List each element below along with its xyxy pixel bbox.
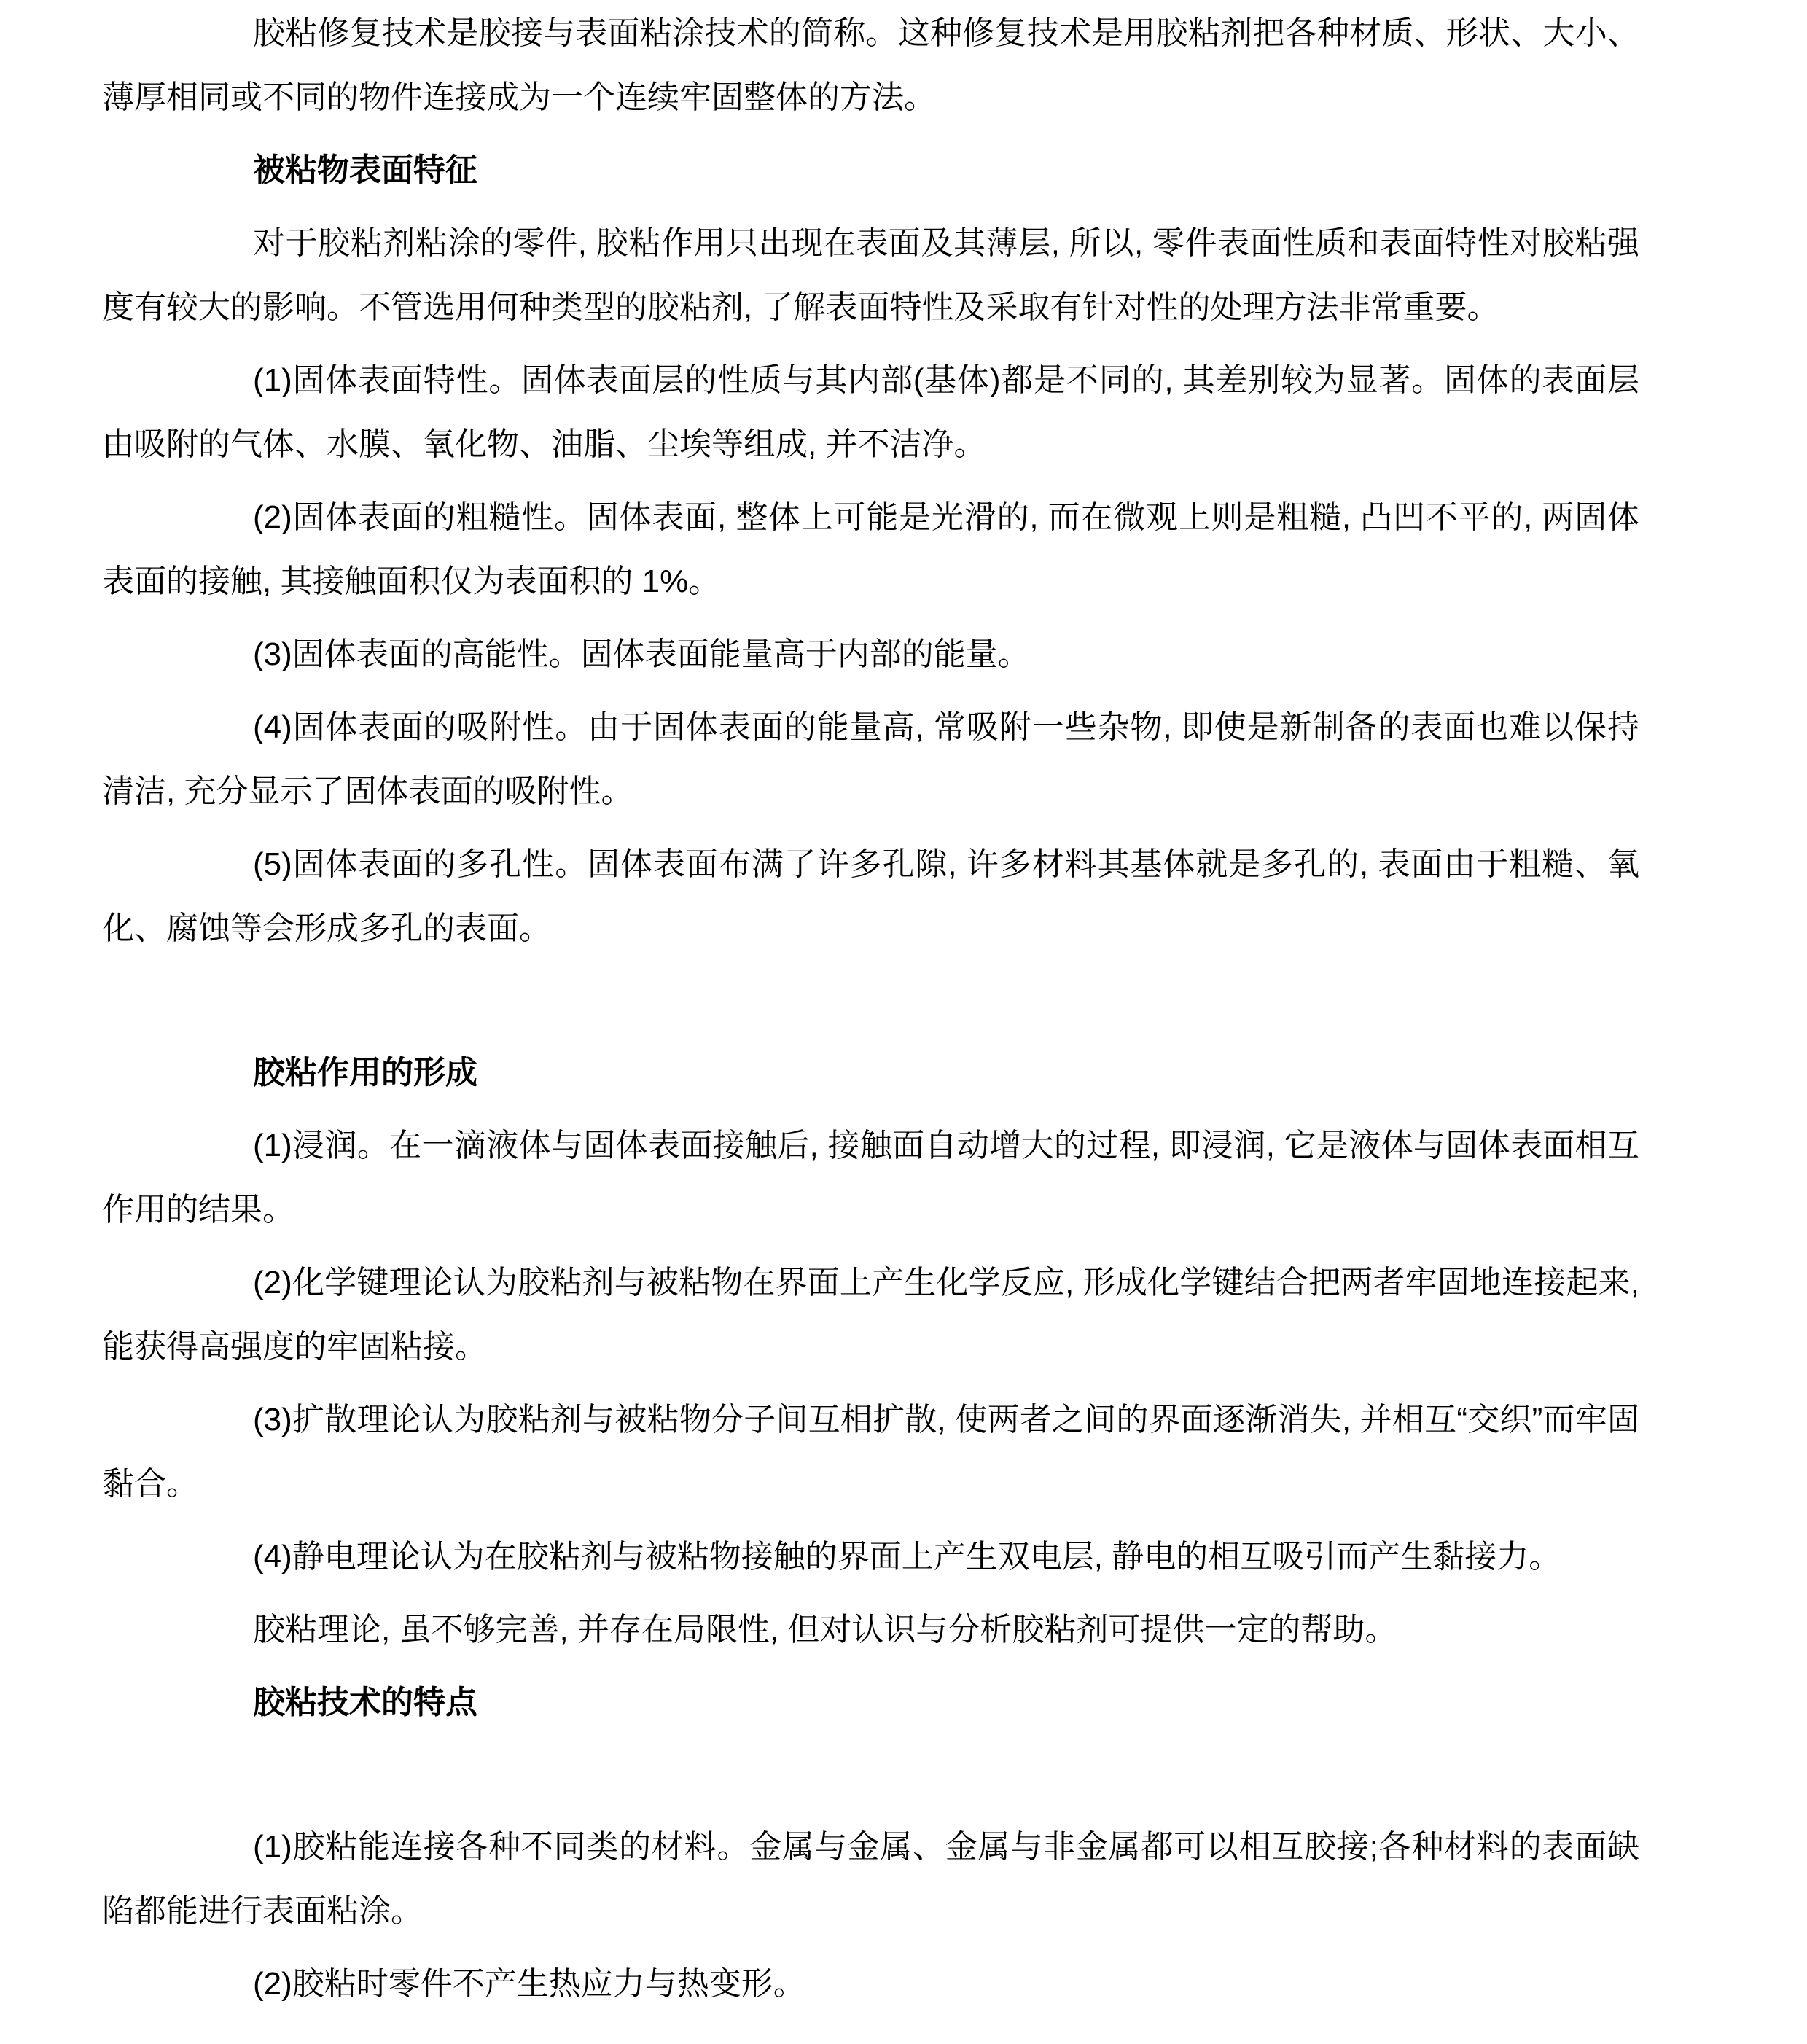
paragraph: 胶粘理论, 虽不够完善, 并存在局限性, 但对认识与分析胶粘剂可提供一定的帮助。 xyxy=(253,1612,1397,1647)
paragraph: 胶粘修复技术是胶接与表面粘涂技术的简称。这种修复技术是用胶粘剂把各种材质、形状、大小、薄厚相同或不同的物件连接成为一个连续牢固整体的方法。 xyxy=(102,15,1639,115)
paragraph: (2)固体表面的粗糙性。固体表面, 整体上可能是光滑的, 而在微观上则是粗糙, 凸凹不平的, 两固体表面的接触, 其接触面积仅为表面积的 1%。 xyxy=(102,499,1639,599)
blank-line xyxy=(102,970,1639,1032)
paragraph: (1)浸润。在一滴液体与固体表面接触后, 接触面自动增大的过程, 即浸润, 它是液体与固体表面相互作用的结果。 xyxy=(102,1128,1639,1228)
paragraph: 对于胶粘剂粘涂的零件, 胶粘作用只出现在表面及其薄层, 所以, 零件表面性质和表面特性对胶粘强度有较大的影响。不管选用何种类型的胶粘剂, 了解表面特性及采取有针对性的处理方法非常重要。 xyxy=(102,225,1639,325)
section-heading: 被粘物表面特征 xyxy=(253,152,477,188)
paragraph: (2)胶粘时零件不产生热应力与热变形。 xyxy=(253,1966,805,2002)
paragraph: (4)静电理论认为在胶粘剂与被粘物接触的界面上产生双电层, 静电的相互吸引而产生黏接力。 xyxy=(253,1539,1561,1575)
section-heading: 胶粘作用的形成 xyxy=(253,1055,477,1091)
paragraph: (3)扩散理论认为胶粘剂与被粘物分子间互相扩散, 使两者之间的界面逐渐消失, 并相互“交织”而牢固黏合。 xyxy=(102,1402,1639,1502)
paragraph: (5)固体表面的多孔性。固体表面布满了许多孔隙, 许多材料其基体就是多孔的, 表面由于粗糙、氧化、腐蚀等会形成多孔的表面。 xyxy=(102,846,1639,946)
paragraph: (4)固体表面的吸附性。由于固体表面的能量高, 常吸附一些杂物, 即使是新制备的表面也难以保持清洁, 充分显示了固体表面的吸附性。 xyxy=(102,709,1639,809)
blank-line xyxy=(102,1744,1639,1806)
section-heading: 胶粘技术的特点 xyxy=(253,1685,477,1720)
document-body xyxy=(102,1,1639,2016)
paragraph: (1)固体表面特性。固体表面层的性质与其内部(基体)都是不同的, 其差别较为显著。固体的表面层由吸附的气体、水膜、氧化物、油脂、尘埃等组成, 并不洁净。 xyxy=(102,362,1639,462)
paragraph: (1)胶粘能连接各种不同类的材料。金属与金属、金属与非金属都可以相互胶接;各种材料的表面缺陷都能进行表面粘涂。 xyxy=(102,1829,1639,1929)
paragraph: (3)固体表面的高能性。固体表面能量高于内部的能量。 xyxy=(253,636,1030,672)
paragraph: (2)化学键理论认为胶粘剂与被粘物在界面上产生化学反应, 形成化学键结合把两者牢固地连接起来, 能获得高强度的牢固粘接。 xyxy=(102,1265,1639,1365)
